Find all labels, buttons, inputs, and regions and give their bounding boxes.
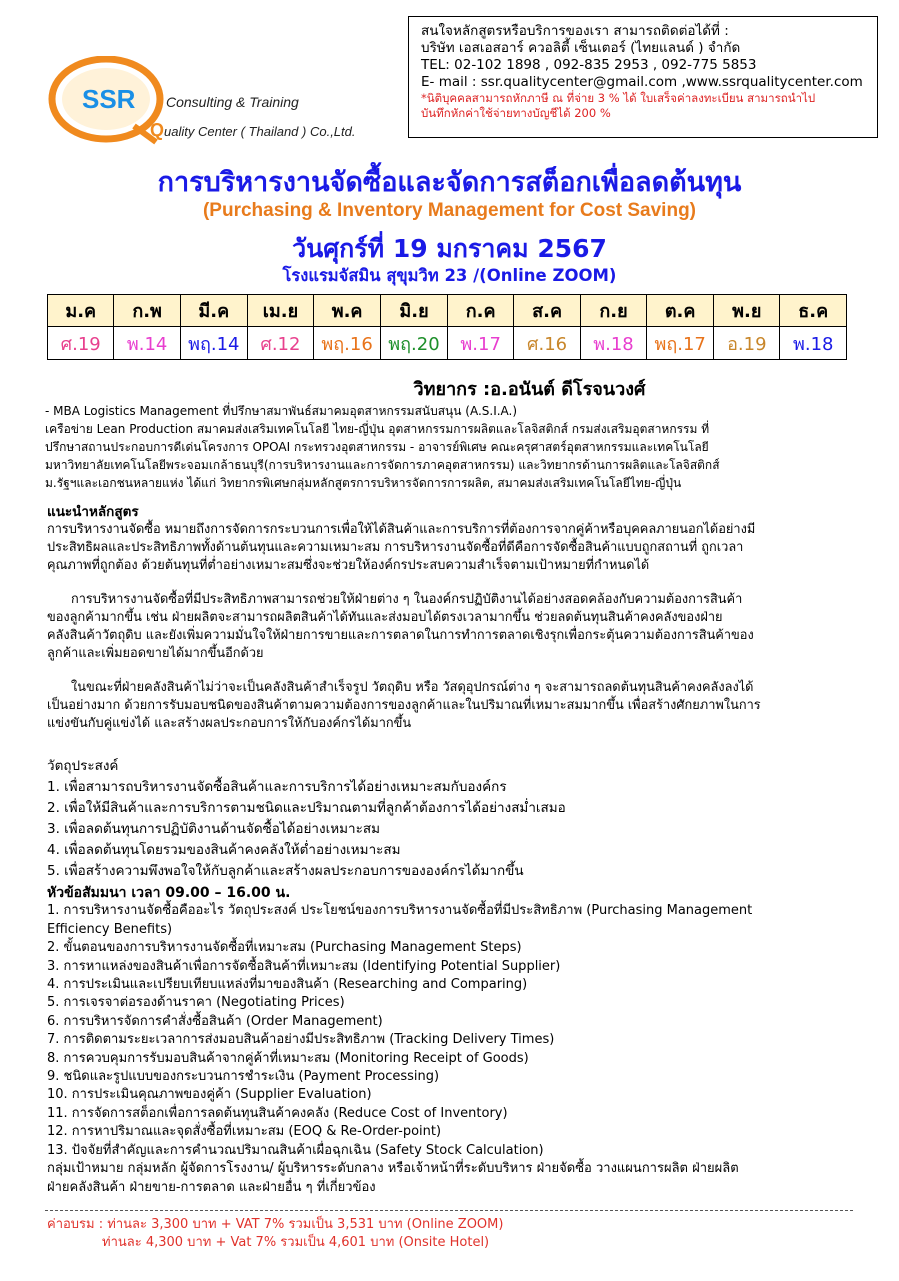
tax-note-1: *นิติบุคคลสามารถหักภาษี ณ ที่จ่าย 3 % ได้ ใบเสร็จค่าลงทะเบียน สามารถนำไป — [421, 91, 816, 105]
objective-item: 2. เพื่อให้มีสินค้าและการบริการตามชนิดและปริมาณตามที่ลูกค้าต้องการได้อย่างสม่ำเสมอ — [47, 800, 566, 816]
schedule-day: พฤ.17 — [647, 327, 714, 360]
contact-intro: สนใจหลักสูตรหรือบริการของเรา สามารถติดต่อได้ที่ : — [421, 23, 729, 39]
target-group: ฝ่ายคลังสินค้า ฝ่ายขาย-การตลาด และฝ่ายอื่น ๆ ที่เกี่ยวข้อง — [47, 1179, 376, 1195]
schedule-day: อ.19 — [714, 327, 780, 360]
logo-company-text: Quality Center ( Thailand ) Co.,Ltd. — [150, 120, 356, 140]
topic-item: 12. การหาปริมาณและจุดสั่งซื้อที่เหมาะสม (EOQ & Re-Order-point) — [47, 1124, 442, 1140]
schedule-day: พ.18 — [580, 327, 646, 360]
schedule-day: พ.18 — [780, 327, 847, 360]
schedule-month: ม.ค — [48, 295, 114, 327]
objective-item: 1. เพื่อสามารถบริหารงานจัดซื้อสินค้าและการบริการได้อย่างเหมาะสมกับองค์กร — [47, 779, 507, 795]
fee-section — [47, 1216, 862, 1252]
schedule-month: ก.ค — [447, 295, 513, 327]
schedule-month: ก.พ — [114, 295, 180, 327]
topic-item: 1. การบริหารงานจัดซื้อคืออะไร วัตถุประสงค์ ประโยชน์ของการบริหารงานจัดซื้อที่มีประสิทธิภาพ (Purchasing Management — [47, 903, 753, 919]
objectives-heading: วัตถุประสงค์ — [47, 758, 119, 774]
contact-phone: TEL: 02-102 1898 , 092-835 2953 , 092-775 5853 — [421, 57, 757, 73]
schedule-day: พฤ.20 — [381, 327, 448, 360]
topic-item: 10. การประเมินคุณภาพของคู่ค้า (Supplier Evaluation) — [47, 1087, 372, 1103]
intro-heading: แนะนำหลักสูตร — [47, 504, 139, 520]
schedule-month: มี.ค — [180, 295, 247, 327]
schedule-month: พ.ค — [314, 295, 381, 327]
intro-line: ลูกค้าและเพิ่มยอดขายได้มากขึ้นอีกด้วย — [47, 646, 264, 661]
contact-email[interactable]: E- mail : ssr.qualitycenter@gmail.com ,www.ssrqualitycenter.com — [421, 74, 863, 90]
course-date: วันศุกร์ที่ 19 มกราคม 2567 — [292, 234, 607, 263]
course-title-thai: การบริหารงานจัดซื้อและจัดการสต็อกเพื่อลดต้นทุน — [157, 167, 742, 198]
speaker-bio — [45, 402, 860, 492]
schedule-month: ก.ย — [580, 295, 646, 327]
intro-line: คุณภาพที่ถูกต้อง ด้วยต้นทุนที่ต่ำอย่างเหมาะสมซึ่งจะช่วยให้องค์กรประสบความสำเร็จตามเป้าหมายที่กำหนดได้ — [47, 558, 650, 573]
schedule-day: ศ.16 — [514, 327, 580, 360]
objective-item: 3. เพื่อลดต้นทุนการปฏิบัติงานด้านจัดซื้อได้อย่างเหมาะสม — [47, 821, 380, 837]
schedule-table — [47, 294, 847, 360]
topic-item: 2. ขั้นตอนของการบริหารงานจัดซื้อที่เหมาะสม (Purchasing Management Steps) — [47, 940, 522, 956]
schedule-month: ธ.ค — [780, 295, 847, 327]
objective-item: 4. เพื่อลดต้นทุนโดยรวมของสินค้าคงคลังให้ต่ำอย่างเหมาะสม — [47, 842, 401, 858]
topic-item: 9. ชนิดและรูปแบบของกระบวนการชำระเงิน (Payment Processing) — [47, 1069, 440, 1085]
fee-online: ค่าอบรม : ท่านละ 3,300 บาท + VAT 7% รวมเป็น 3,531 บาท (Online ZOOM) — [47, 1217, 504, 1232]
logo-letters: SSR — [82, 84, 136, 114]
contact-company: บริษัท เอสเอสอาร์ ควอลิตี้ เซ็นเตอร์ (ไทยแลนด์ ) จำกัด — [421, 40, 741, 56]
intro-line: เป็นอย่างมาก ด้วยการรับมอบชนิดของสินค้าตามความต้องการของลูกค้าและในปริมาณที่เหมาะสมมากขึ้น เพื่อสร้างศักยภาพในการ — [47, 698, 761, 713]
topic-item: 5. การเจรจาต่อรองด้านราคา (Negotiating Prices) — [47, 995, 345, 1011]
topic-item: 3. การหาแหล่งของสินค้าเพื่อการจัดซื้อสินค้าที่เหมาะสม (Identifying Potential Supplier) — [47, 958, 561, 974]
intro-line: ในขณะที่ฝ่ายคลังสินค้าไม่ว่าจะเป็นคลังสินค้าสำเร็จรูป วัตถุดิบ หรือ วัสดุอุปกรณ์ต่าง ๆ จะสามารถลดต้นทุนสินค้าคงคลังลงได้ — [71, 680, 754, 695]
schedule-month: ต.ค — [647, 295, 714, 327]
objective-item: 5. เพื่อสร้างความพึงพอใจให้กับลูกค้าและสร้างผลประกอบการขององค์กรได้มากขึ้น — [47, 863, 524, 879]
topic-item: 8. การควบคุมการรับมอบสินค้าจากคู่ค้าที่เหมาะสม (Monitoring Receipt of Goods) — [47, 1050, 529, 1066]
contact-box — [408, 16, 878, 138]
topic-item: 7. การติดตามระยะเวลาการส่งมอบสินค้าอย่างมีประสิทธิภาพ (Tracking Delivery Times) — [47, 1032, 555, 1048]
topic-item: 11. การจัดการสต็อกเพื่อการลดต้นทุนสินค้าคงคลัง (Reduce Cost of Inventory) — [47, 1105, 508, 1121]
intro-line: คลังสินค้าวัตถุดิบ และยังเพิ่มความมั่นใจให้ฝ่ายการขายและการตลาดในการทำการตลาดเชิงรุกเพื่อกระตุ้นความต้องการสินค้าของ — [47, 628, 754, 643]
bio-line: - MBA Logistics Management ที่ปรึกษาสมาพันธ์สมาคมอุตสาหกรรมสนับสนุน (A.S.I.A.) — [45, 404, 518, 418]
logo-consulting-text: Consulting & Training — [166, 94, 299, 110]
fee-onsite: ท่านละ 4,300 บาท + Vat 7% รวมเป็น 4,601 บาท (Onsite Hotel) — [102, 1235, 490, 1250]
topics-section — [47, 884, 862, 1197]
intro-line: ของลูกค้ามากขึ้น เช่น ฝ่ายผลิตจะสามารถผลิตสินค้าได้ทันและส่งมอบได้ตรงเวลามากขึ้น ช่วยลดต้นทุนสินค้าคงคลังของฝ่าย — [47, 610, 723, 625]
speaker-name: วิทยากร :อ.อนันต์ ดีโรจนวงศ์ — [413, 379, 646, 400]
schedule-day: พ.17 — [447, 327, 513, 360]
course-intro — [47, 503, 862, 733]
topic-item: 6. การบริหารจัดการคำสั่งซื้อสินค้า (Order Management) — [47, 1013, 383, 1029]
schedule-month: มิ.ย — [381, 295, 448, 327]
intro-line: การบริหารงานจัดซื้อที่มีประสิทธิภาพสามารถช่วยให้ฝ่ายต่าง ๆ ในองค์กรปฏิบัติงานได้อย่างสอดคล้องกับความต้องการสินค้า — [71, 592, 743, 607]
schedule-month: พ.ย — [714, 295, 780, 327]
course-venue: โรงแรมจัสมิน สุขุมวิท 23 /(Online ZOOM) — [282, 266, 617, 285]
bio-line: ม.รัฐฯและเอกชนหลายแห่ง ได้แก่ วิทยากรพิเศษกลุ่มหลักสูตรการบริหารจัดการการผลิต, สมาคมส่งเสริมเทคโนโลยีไทย-ญี่ปุ่น — [45, 476, 682, 490]
schedule-day: พฤ.14 — [180, 327, 247, 360]
schedule-day: ศ.19 — [48, 327, 114, 360]
tax-note-2: บันทึกหักค่าใช้จ่ายทางบัญชีได้ 200 % — [421, 106, 611, 120]
intro-line: การบริหารงานจัดซื้อ หมายถึงการจัดการกระบวนการเพื่อให้ได้สินค้าและการบริการที่ต้องการจากคู่ค้าหรือบุคคลภายนอกได้อย่างมี — [47, 522, 756, 537]
bio-line: ปรึกษาสถานประกอบการดีเด่นโครงการ OPOAI กระทรวงอุตสาหกรรม - อาจารย์พิเศษ คณะครุศาสตร์อุตสาหกรรมและเทคโนโลยี — [45, 440, 709, 454]
objectives-section — [47, 756, 862, 882]
topic-item: Efficiency Benefits) — [47, 921, 173, 937]
schedule-month: เม.ย — [247, 295, 313, 327]
topics-heading: หัวข้อสัมมนา เวลา 09.00 – 16.00 น. — [47, 885, 291, 901]
schedule-day: พ.14 — [114, 327, 180, 360]
schedule-day: พฤ.16 — [314, 327, 381, 360]
schedule-day: ศ.12 — [247, 327, 313, 360]
bio-line: มหาวิทยาลัยเทคโนโลยีพระจอมเกล้าธนบุรี(การบริหารงานและการจัดการภาคอุตสาหกรรม) และวิทยากรด้านการผลิตและโลจิสติกส์ — [45, 458, 720, 472]
course-title-english: (Purchasing & Inventory Management for Cost Saving) — [202, 200, 697, 221]
schedule-month: ส.ค — [514, 295, 580, 327]
target-group: กลุ่มเป้าหมาย กลุ่มหลัก ผู้จัดการโรงงาน/ ผู้บริหารระดับกลาง หรือเจ้าหน้าที่ระดับบริหาร ฝ่ายจัดซื้อ วางแผนการผลิต ฝ่ายผลิต — [47, 1161, 739, 1177]
bio-line: เครือข่าย Lean Production สมาคมส่งเสริมเทคโนโลยี ไทย-ญี่ปุ่น อุตสาหกรรมการผลิตและโลจิสติกส์ กรมส่งเสริมอุตสาหกรรม ที่ — [45, 422, 710, 436]
intro-line: ประสิทธิผลและประสิทธิภาพทั้งด้านต้นทุนและความเหมาะสม การบริหารงานจัดซื้อที่ดีคือการจัดซื้อสินค้าแบบถูกสถานที่ ถูกเวลา — [47, 540, 744, 555]
topic-item: 4. การประเมินและเปรียบเทียบแหล่งที่มาของสินค้า (Researching and Comparing) — [47, 977, 528, 993]
topic-item: 13. ปัจจัยที่สำคัญและการคำนวณปริมาณสินค้าเผื่อฉุกเฉิน (Safety Stock Calculation) — [47, 1142, 544, 1158]
divider — [45, 1210, 853, 1211]
intro-line: แข่งขันกับคู่แข่งได้ และสร้างผลประกอบการให้กับองค์กรได้มากขึ้น — [47, 716, 412, 731]
